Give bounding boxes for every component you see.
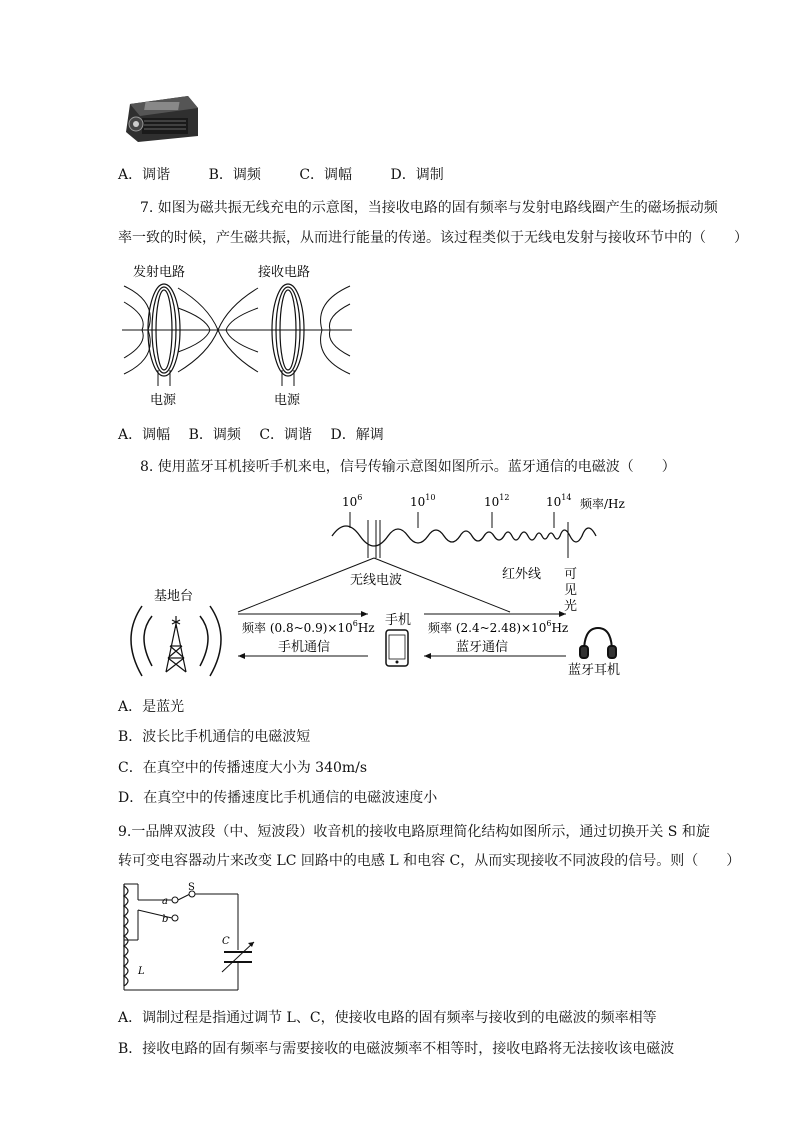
q8-axis-unit: 频率/Hz [580,497,625,511]
q8-comm-right: 蓝牙通信 [456,640,509,655]
q7-option-a[interactable]: A．调幅 [118,427,171,443]
q6-option-c[interactable]: C．调幅 [299,167,353,183]
switch-blade [178,894,190,900]
q9-option-b[interactable]: B．接收电路的固有频率与需要接收的电磁波频率不相等时，接收电路将无法接收该电磁波 [118,1041,675,1057]
q8-base-station-label: 基地台 [154,589,194,604]
q8-earphone-label: 蓝牙耳机 [568,663,621,678]
q8-tick-3: $10^{12}$ [484,493,510,509]
q8-tick-4: $10^{14}$ [546,493,572,509]
q8-option-c[interactable]: C．在真空中的传播速度大小为 340m/s [118,760,368,776]
q8-option-b[interactable]: B．波长比手机通信的电磁波短 [118,729,311,745]
q8-option-d[interactable]: D．在真空中的传播速度比手机通信的电磁波速度小 [118,790,438,806]
q8-option-a[interactable]: A．是蓝光 [118,699,185,715]
q8-signal-figure [118,486,638,684]
q7-receive-label: 接收电路 [258,265,311,280]
q8-comm-left: 手机通信 [278,640,331,655]
q9-stem-line2: 转可变电容器动片来改变 LC 回路中的电感 L 和电容 C，从而实现接收不同波段的信号。则（ ） [118,853,741,869]
q8-visible-2: 见 [564,583,578,598]
q7-option-b[interactable]: B．调频 [188,427,241,443]
q8-freq-right: 频率 $(2.4\sim 2.48)\times 10^6Hz$ [428,619,569,635]
q7-source-left: 电源 [150,393,177,408]
phone-icon [386,630,408,666]
q8-stem-line1: 8. 使用蓝牙耳机接听手机来电，信号传输示意图如图所示。蓝牙通信的电磁波（ ） [140,459,676,475]
q8-tick-1: $10^6$ [342,493,363,509]
q9-stem-line1: 9.一品牌双波段（中、短波段）收音机的接收电路原理简化结构如图所示，通过切换开关 S 和旋 [118,824,710,840]
q9-label-b: b [162,914,169,925]
q7-option-d[interactable]: D．解调 [330,427,384,443]
tower-icon [166,616,186,672]
q9-label-c: C [222,936,230,947]
q7-transmit-label: 发射电路 [133,265,186,280]
q8-freq-left: 频率 $(0.8\sim 0.9)\times 10^6Hz$ [242,619,375,635]
q9-label-s: S [188,882,195,893]
q8-visible-1: 可 [564,567,578,582]
radio-photo [118,88,202,148]
q7-source-right: 电源 [274,393,301,408]
q8-infrared-label: 红外线 [502,567,542,582]
q6-option-a[interactable]: A．调谐 [118,167,171,183]
q7-options [118,425,398,445]
q8-tick-2: $10^{10}$ [410,493,436,509]
q7-resonance-figure [118,258,354,410]
q7-stem-line1: 7. 如图为磁共振无线充电的示意图，当接收电路的固有频率与发射电路线圈产生的磁场振动频 [140,200,718,216]
q6-option-d[interactable]: D．调制 [390,167,444,183]
q6-option-b[interactable]: B．调频 [208,167,261,183]
q7-stem-line2: 率一致的时候，产生磁共振，从而进行能量的传递。该过程类似于无线电发射与接收环节中的（ ） [118,230,748,246]
q8-phone-label: 手机 [385,613,412,628]
q9-label-a: a [162,896,168,907]
q8-radio-wave-label: 无线电波 [350,573,403,588]
q9-circuit-figure [118,880,278,998]
headphones-icon [580,628,616,658]
q9-option-a[interactable]: A．调制过程是指通过调节 L、C，使接收电路的固有频率与接收到的电磁波的频率相等 [118,1010,657,1026]
q6-options [118,165,478,185]
q8-visible-3: 光 [564,599,578,614]
q9-label-l: L [138,966,145,977]
q7-option-c[interactable]: C．调谐 [259,427,313,443]
